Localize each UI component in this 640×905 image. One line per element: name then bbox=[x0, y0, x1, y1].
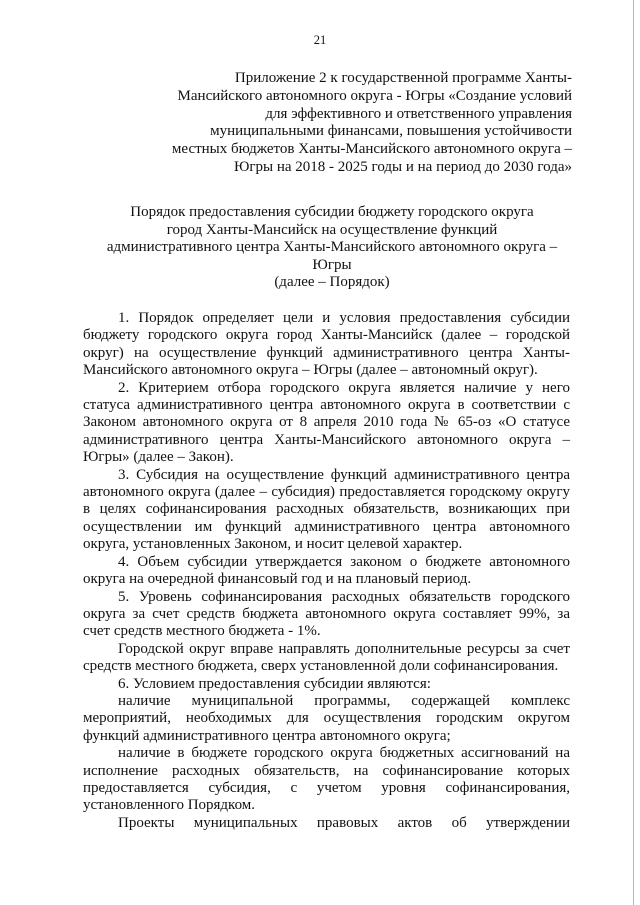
paragraph-2: 2. Критерием отбора городского округа является наличие у него статуса административного центра автономного округа в соответствии с Законом автономного округа от 8 апреля 2010 года № 65-оз «О статусе административного центра Ханты-Мансийского автономного округа – Югры» (далее – Закон). bbox=[83, 379, 570, 466]
title-line-5: (далее – Порядок) bbox=[274, 274, 390, 291]
paragraph-3: 3. Субсидия на осуществление функций административного центра автономного округа (далее – субсидия) предоставляется городскому округу в целях софинансирования расходных обязательств, возникающих при осуществлении им функций административного центра автономного округа, установленных Законом, и носит целевой характер. bbox=[83, 466, 570, 553]
paragraph-10: Проекты муниципальных правовых актов об утверждении bbox=[118, 814, 570, 831]
appendix-header: Приложение 2 к государственной программе Ханты-Мансийского автономного округа - Югры «Создание условий для эффективного и ответственного управления муниципальными финансами, повышения устойчивости местных бюджетов Ханты-Мансийского автономного округа – Югры на 2018 - 2025 годы и на период до 2030 года» bbox=[171, 70, 572, 175]
paragraph-1: 1. Порядок определяет цели и условия предоставления субсидии бюджету городского округа город Ханты-Мансийск (далее – городской округ) на осуществление функций административного центра Ханты-Мансийского автономного округа – Югры (далее – автономный округ). bbox=[83, 310, 570, 379]
paragraph-6: Городской округ вправе направлять дополнительные ресурсы за счет средств местного бюджета, сверх установленной доли софинансирования. bbox=[83, 640, 570, 675]
title-line-1: Порядок предоставления субсидии бюджету городского округа bbox=[130, 204, 534, 220]
document-title bbox=[92, 204, 572, 292]
title-line-2: город Ханты-Мансийск на осуществление функций bbox=[166, 221, 498, 238]
paragraph-8: наличие муниципальной программы, содержащей комплекс мероприятий, необходимых для осуществления городским округом функций административного центра автономного округа; bbox=[83, 692, 570, 744]
title-line-3: административного центра Ханты-Мансийского автономного округа – bbox=[106, 239, 558, 256]
paragraph-4: 4. Объем субсидии утверждается законом о бюджете автономного округа на очередной финансовый год и на плановый период. bbox=[83, 553, 570, 588]
paragraph-9: наличие в бюджете городского округа бюджетных ассигнований на исполнение расходных обязательств, на софинансирование которых предоставляется субсидия, с учетом уровня софинансирования, установленного Порядком. bbox=[83, 745, 570, 814]
scan-edge-line bbox=[633, 0, 634, 905]
title-line-4: Югры bbox=[312, 256, 352, 273]
paragraph-7: 6. Условием предоставления субсидии являются: bbox=[118, 675, 431, 692]
page-number: 21 bbox=[313, 33, 327, 47]
document-body bbox=[83, 310, 570, 832]
paragraph-5: 5. Уровень софинансирования расходных обязательств городского округа за счет средств бюджета автономного округа составляет 99%, за счет средств местного бюджета - 1%. bbox=[83, 588, 570, 640]
